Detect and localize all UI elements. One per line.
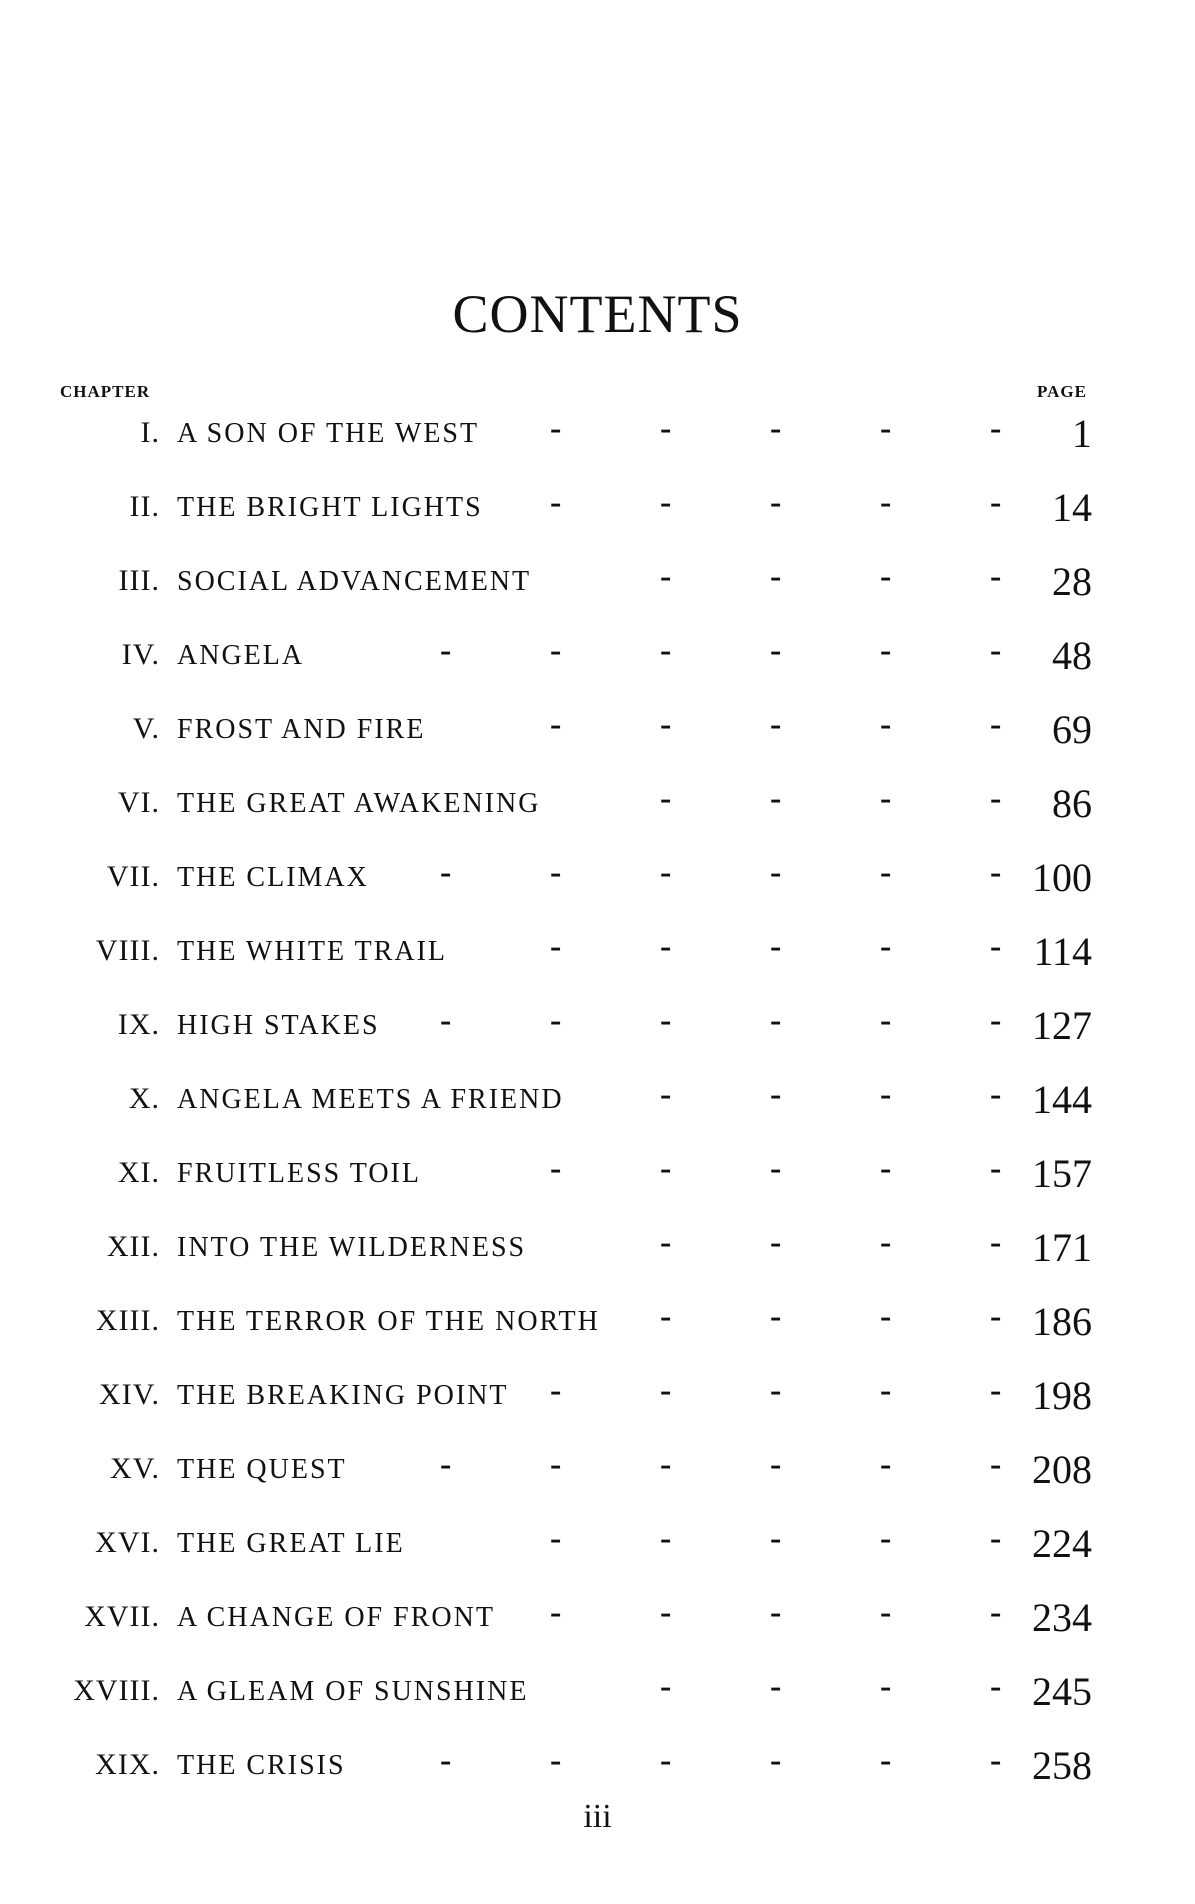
leader-dash: - bbox=[880, 1002, 892, 1039]
leader-dash: - bbox=[990, 1150, 1002, 1187]
leader-dash: - bbox=[990, 632, 1002, 669]
page-number: 1 bbox=[1072, 411, 1092, 456]
leader-dash: - bbox=[880, 558, 892, 595]
leader-dash: - bbox=[660, 1372, 672, 1409]
chapter-numeral: IX. bbox=[117, 1008, 160, 1041]
page-number: 157 bbox=[1032, 1151, 1092, 1196]
leader-dash: - bbox=[660, 1002, 672, 1039]
leader-dash: - bbox=[990, 854, 1002, 891]
chapter-title: THE BREAKING POINT bbox=[177, 1380, 509, 1411]
leader-dash: - bbox=[660, 558, 672, 595]
toc-entry bbox=[0, 1068, 1195, 1142]
chapter-column-label: CHAPTER bbox=[60, 382, 151, 401]
leader-dash: - bbox=[770, 1372, 782, 1409]
leader-dash: - bbox=[990, 1668, 1002, 1705]
leader-dash: - bbox=[770, 1150, 782, 1187]
chapter-numeral: XII. bbox=[106, 1230, 160, 1263]
leader-dash: - bbox=[770, 928, 782, 965]
leader-dash: - bbox=[990, 1594, 1002, 1631]
chapter-title: THE GREAT LIE bbox=[177, 1528, 405, 1559]
toc-entry bbox=[0, 550, 1195, 624]
toc-entry bbox=[0, 1438, 1195, 1512]
toc-entry bbox=[0, 1586, 1195, 1660]
leader-dash: - bbox=[440, 854, 452, 891]
leader-dash: - bbox=[880, 928, 892, 965]
chapter-title: FROST AND FIRE bbox=[177, 714, 426, 745]
leader-dash: - bbox=[990, 928, 1002, 965]
page-column-label: PAGE bbox=[1037, 382, 1087, 401]
toc-entry bbox=[0, 1290, 1195, 1364]
leader-dash: - bbox=[440, 632, 452, 669]
page-number: 224 bbox=[1032, 1521, 1092, 1566]
leader-dash: - bbox=[770, 854, 782, 891]
leader-dash: - bbox=[770, 484, 782, 521]
leader-dash: - bbox=[770, 410, 782, 447]
leader-dash: - bbox=[550, 706, 562, 743]
leader-dash: - bbox=[770, 1076, 782, 1113]
toc-entry bbox=[0, 402, 1195, 476]
leader-dash: - bbox=[880, 1446, 892, 1483]
leader-dash: - bbox=[550, 1446, 562, 1483]
leader-dash: - bbox=[660, 1520, 672, 1557]
chapter-numeral: V. bbox=[132, 712, 160, 745]
chapter-title: THE QUEST bbox=[177, 1454, 347, 1485]
chapter-title: A GLEAM OF SUNSHINE bbox=[177, 1676, 529, 1707]
leader-dash: - bbox=[880, 1298, 892, 1335]
leader-dash: - bbox=[880, 854, 892, 891]
leader-dash: - bbox=[990, 1076, 1002, 1113]
page-title: CONTENTS bbox=[452, 284, 743, 344]
chapter-numeral: XIX. bbox=[95, 1748, 160, 1781]
leader-dash: - bbox=[880, 632, 892, 669]
leader-dash: - bbox=[990, 410, 1002, 447]
chapter-title: ANGELA bbox=[177, 640, 305, 671]
page-number: 114 bbox=[1033, 929, 1092, 974]
toc-entry bbox=[0, 1364, 1195, 1438]
leader-dash: - bbox=[880, 706, 892, 743]
leader-dash: - bbox=[990, 706, 1002, 743]
page-number: 14 bbox=[1052, 485, 1092, 530]
leader-dash: - bbox=[550, 928, 562, 965]
leader-dash: - bbox=[990, 484, 1002, 521]
leader-dash: - bbox=[880, 1742, 892, 1779]
chapter-numeral: XI. bbox=[117, 1156, 160, 1189]
chapter-numeral: III. bbox=[118, 564, 160, 597]
page-number: 258 bbox=[1032, 1743, 1092, 1788]
chapter-title: THE BRIGHT LIGHTS bbox=[177, 492, 483, 523]
leader-dash: - bbox=[770, 1668, 782, 1705]
page-number: 69 bbox=[1052, 707, 1092, 752]
leader-dash: - bbox=[660, 1446, 672, 1483]
chapter-title: THE CRISIS bbox=[177, 1750, 346, 1781]
leader-dash: - bbox=[660, 410, 672, 447]
chapter-title: THE CLIMAX bbox=[177, 862, 369, 893]
page-number: 208 bbox=[1032, 1447, 1092, 1492]
chapter-title: THE WHITE TRAIL bbox=[177, 936, 448, 967]
chapter-numeral: XVI. bbox=[95, 1526, 160, 1559]
leader-dash: - bbox=[880, 484, 892, 521]
leader-dash: - bbox=[550, 854, 562, 891]
leader-dash: - bbox=[550, 1150, 562, 1187]
chapter-title: THE TERROR OF THE NORTH bbox=[177, 1306, 600, 1337]
toc-entry bbox=[0, 476, 1195, 550]
leader-dash: - bbox=[440, 1446, 452, 1483]
leader-dash: - bbox=[990, 1446, 1002, 1483]
chapter-title: HIGH STAKES bbox=[177, 1010, 380, 1041]
leader-dash: - bbox=[770, 1446, 782, 1483]
leader-dash: - bbox=[770, 706, 782, 743]
leader-dash: - bbox=[990, 558, 1002, 595]
leader-dash: - bbox=[550, 1742, 562, 1779]
leader-dash: - bbox=[440, 1742, 452, 1779]
page-number: 234 bbox=[1032, 1595, 1092, 1640]
chapter-numeral: XV. bbox=[110, 1452, 160, 1485]
leader-dash: - bbox=[880, 1668, 892, 1705]
toc-entry bbox=[0, 994, 1195, 1068]
page-number: 127 bbox=[1032, 1003, 1092, 1048]
chapter-numeral: I. bbox=[140, 416, 160, 449]
toc-entry bbox=[0, 1734, 1195, 1808]
leader-dash: - bbox=[880, 1076, 892, 1113]
toc-entry bbox=[0, 698, 1195, 772]
leader-dash: - bbox=[660, 706, 672, 743]
toc-entry bbox=[0, 920, 1195, 994]
leader-dash: - bbox=[770, 1742, 782, 1779]
page-number: 186 bbox=[1032, 1299, 1092, 1344]
chapter-numeral: XIII. bbox=[95, 1304, 160, 1337]
leader-dash: - bbox=[880, 1224, 892, 1261]
leader-dash: - bbox=[880, 1372, 892, 1409]
leader-dash: - bbox=[770, 1224, 782, 1261]
leader-dash: - bbox=[990, 1224, 1002, 1261]
leader-dash: - bbox=[770, 1002, 782, 1039]
chapter-numeral: XIV. bbox=[99, 1378, 160, 1411]
chapter-title: SOCIAL ADVANCEMENT bbox=[177, 566, 532, 597]
chapter-numeral: XVIII. bbox=[73, 1674, 160, 1707]
toc-entry bbox=[0, 1512, 1195, 1586]
chapter-numeral: VIII. bbox=[95, 934, 160, 967]
chapter-title: A CHANGE OF FRONT bbox=[177, 1602, 495, 1633]
page-number: 48 bbox=[1052, 633, 1092, 678]
leader-dash: - bbox=[660, 1298, 672, 1335]
leader-dash: - bbox=[990, 1742, 1002, 1779]
chapter-numeral: XVII. bbox=[84, 1600, 160, 1633]
leader-dash: - bbox=[880, 1150, 892, 1187]
leader-dash: - bbox=[770, 1594, 782, 1631]
leader-dash: - bbox=[550, 632, 562, 669]
chapter-title: FRUITLESS TOIL bbox=[177, 1158, 421, 1189]
chapter-numeral: II. bbox=[129, 490, 160, 523]
leader-dash: - bbox=[660, 1668, 672, 1705]
page-number: 198 bbox=[1032, 1373, 1092, 1418]
leader-dash: - bbox=[660, 1742, 672, 1779]
leader-dash: - bbox=[990, 1298, 1002, 1335]
leader-dash: - bbox=[660, 1150, 672, 1187]
leader-dash: - bbox=[660, 1594, 672, 1631]
leader-dash: - bbox=[660, 484, 672, 521]
leader-dash: - bbox=[550, 1372, 562, 1409]
chapter-numeral: IV. bbox=[121, 638, 160, 671]
leader-dash: - bbox=[660, 780, 672, 817]
leader-dash: - bbox=[880, 780, 892, 817]
page-number: 144 bbox=[1032, 1077, 1092, 1122]
chapter-title: ANGELA MEETS A FRIEND bbox=[177, 1084, 564, 1115]
leader-dash: - bbox=[990, 1372, 1002, 1409]
leader-dash: - bbox=[990, 1002, 1002, 1039]
toc-entry bbox=[0, 772, 1195, 846]
leader-dash: - bbox=[880, 1520, 892, 1557]
page-number: 245 bbox=[1032, 1669, 1092, 1714]
leader-dash: - bbox=[770, 1520, 782, 1557]
chapter-numeral: X. bbox=[128, 1082, 160, 1115]
leader-dash: - bbox=[550, 410, 562, 447]
page-number: 171 bbox=[1032, 1225, 1092, 1270]
toc-entry bbox=[0, 624, 1195, 698]
leader-dash: - bbox=[880, 1594, 892, 1631]
leader-dash: - bbox=[550, 1002, 562, 1039]
leader-dash: - bbox=[660, 928, 672, 965]
toc-entry bbox=[0, 1142, 1195, 1216]
leader-dash: - bbox=[660, 632, 672, 669]
leader-dash: - bbox=[660, 854, 672, 891]
chapter-numeral: VII. bbox=[106, 860, 160, 893]
leader-dash: - bbox=[770, 780, 782, 817]
chapter-title: A SON OF THE WEST bbox=[177, 418, 480, 449]
leader-dash: - bbox=[880, 410, 892, 447]
leader-dash: - bbox=[440, 1002, 452, 1039]
toc-entry bbox=[0, 846, 1195, 920]
leader-dash: - bbox=[770, 632, 782, 669]
toc-entry bbox=[0, 1660, 1195, 1734]
chapter-numeral: VI. bbox=[117, 786, 160, 819]
page-number: 100 bbox=[1032, 855, 1092, 900]
chapter-title: THE GREAT AWAKENING bbox=[177, 788, 541, 819]
leader-dash: - bbox=[550, 1520, 562, 1557]
page-folio: iii bbox=[583, 1798, 612, 1835]
leader-dash: - bbox=[660, 1224, 672, 1261]
chapter-title: INTO THE WILDERNESS bbox=[177, 1232, 527, 1263]
leader-dash: - bbox=[990, 1520, 1002, 1557]
page-number: 28 bbox=[1052, 559, 1092, 604]
leader-dash: - bbox=[550, 1594, 562, 1631]
leader-dash: - bbox=[770, 1298, 782, 1335]
page-number: 86 bbox=[1052, 781, 1092, 826]
leader-dash: - bbox=[660, 1076, 672, 1113]
leader-dash: - bbox=[770, 558, 782, 595]
toc-entry bbox=[0, 1216, 1195, 1290]
leader-dash: - bbox=[990, 780, 1002, 817]
leader-dash: - bbox=[550, 484, 562, 521]
